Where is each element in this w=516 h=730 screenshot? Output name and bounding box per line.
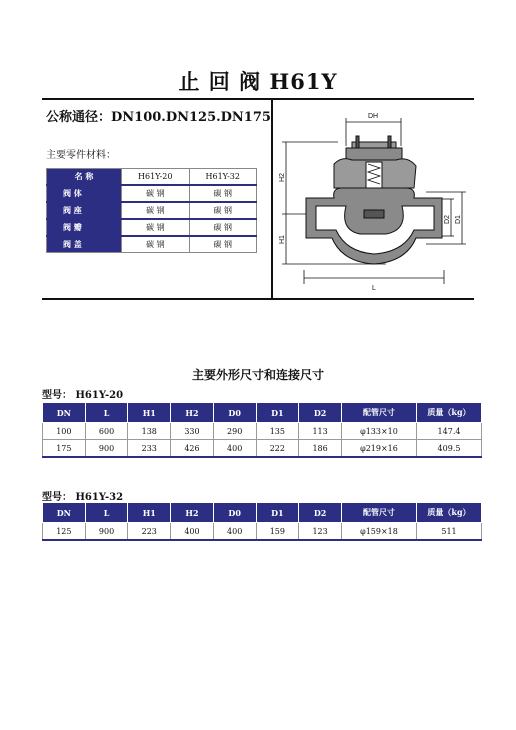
materials-header-h61y20: H61Y-20 (122, 169, 190, 186)
col-header: 配管尺寸 (342, 403, 417, 423)
cell: 147.4 (417, 423, 482, 440)
col-header: DN (43, 503, 86, 523)
cell: 233 (128, 440, 171, 458)
materials-header-h61y32: H61Y-32 (189, 169, 257, 186)
model-label: 型号： H61Y-32 (42, 492, 124, 503)
col-header: 配管尺寸 (342, 503, 417, 523)
cell: 400 (171, 523, 214, 541)
cell: 123 (299, 523, 342, 541)
parts-material-label: 主要零件材料： (46, 150, 116, 161)
col-header: H1 (128, 403, 171, 423)
material-cell: 碳 钢 (189, 202, 257, 219)
col-header: D2 (299, 403, 342, 423)
material-part: 阀 瓣 (47, 219, 122, 236)
materials-table (46, 168, 257, 253)
col-header: H1 (128, 503, 171, 523)
label-d2: D2 (444, 215, 451, 224)
dimensions-table-h61y20 (42, 402, 482, 458)
label-h1: H1 (279, 235, 286, 244)
valve-body (306, 136, 442, 264)
cell: 600 (85, 423, 128, 440)
material-cell: 碳 钢 (122, 219, 190, 236)
top-rule (42, 98, 474, 100)
table-row (43, 440, 482, 458)
cell: 135 (256, 423, 299, 440)
label-d1: D1 (455, 215, 462, 224)
materials-row (47, 202, 257, 219)
col-header: H2 (171, 503, 214, 523)
dimensions-header-row (43, 403, 482, 423)
cell: φ219×16 (342, 440, 417, 458)
cell: 400 (213, 440, 256, 458)
col-header: D0 (213, 503, 256, 523)
col-header: L (85, 403, 128, 423)
materials-row (47, 185, 257, 202)
cell: φ133×10 (342, 423, 417, 440)
materials-header-row (47, 169, 257, 186)
materials-row (47, 236, 257, 253)
cell: 900 (85, 440, 128, 458)
col-header: L (85, 503, 128, 523)
nominal-diameter: 公称通径：DN100.DN125.DN175 (46, 110, 271, 125)
cell: 409.5 (417, 440, 482, 458)
cell: 125 (43, 523, 86, 541)
section-title: 主要外形尺寸和连接尺寸 (191, 368, 324, 382)
cell: 330 (171, 423, 214, 440)
label-h2: H2 (279, 173, 286, 182)
col-header: 质量（kg） (417, 403, 482, 423)
label-l: L (372, 285, 376, 292)
page-title: 止 回 阀 H61Y (178, 69, 338, 94)
model-label: 型号： H61Y-20 (42, 390, 124, 401)
col-header: DN (43, 403, 86, 423)
cell: 400 (213, 523, 256, 541)
materials-row (47, 219, 257, 236)
cell: 100 (43, 423, 86, 440)
table-row (43, 423, 482, 440)
materials-header-name: 名 称 (47, 169, 122, 186)
material-part: 阀 座 (47, 202, 122, 219)
material-cell: 碳 钢 (189, 219, 257, 236)
col-header: D2 (299, 503, 342, 523)
bottom-rule (42, 298, 474, 300)
material-cell: 碳 钢 (122, 236, 190, 253)
cell: 426 (171, 440, 214, 458)
label-dh: DH (367, 113, 379, 120)
vertical-divider (271, 98, 273, 300)
cell: 290 (213, 423, 256, 440)
material-part: 阀 体 (47, 185, 122, 202)
material-part: 阀 盖 (47, 236, 122, 253)
cell: 511 (417, 523, 482, 541)
cell: 223 (128, 523, 171, 541)
material-cell: 碳 钢 (122, 202, 190, 219)
cell: 186 (299, 440, 342, 458)
cell: 222 (256, 440, 299, 458)
col-header: D0 (213, 403, 256, 423)
table-row (43, 523, 482, 541)
cell: 159 (256, 523, 299, 541)
cell: 175 (43, 440, 86, 458)
col-header: D1 (256, 403, 299, 423)
cell: φ159×18 (342, 523, 417, 541)
cell: 900 (85, 523, 128, 541)
material-cell: 碳 钢 (189, 236, 257, 253)
dimensions-table-h61y32 (42, 502, 482, 541)
material-cell: 碳 钢 (189, 185, 257, 202)
col-header: D1 (256, 503, 299, 523)
col-header: 质量（kg） (417, 503, 482, 523)
material-cell: 碳 钢 (122, 185, 190, 202)
valve-cross-section-drawing (276, 104, 472, 294)
cell: 113 (299, 423, 342, 440)
cell: 138 (128, 423, 171, 440)
dimensions-header-row (43, 503, 482, 523)
col-header: H2 (171, 403, 214, 423)
